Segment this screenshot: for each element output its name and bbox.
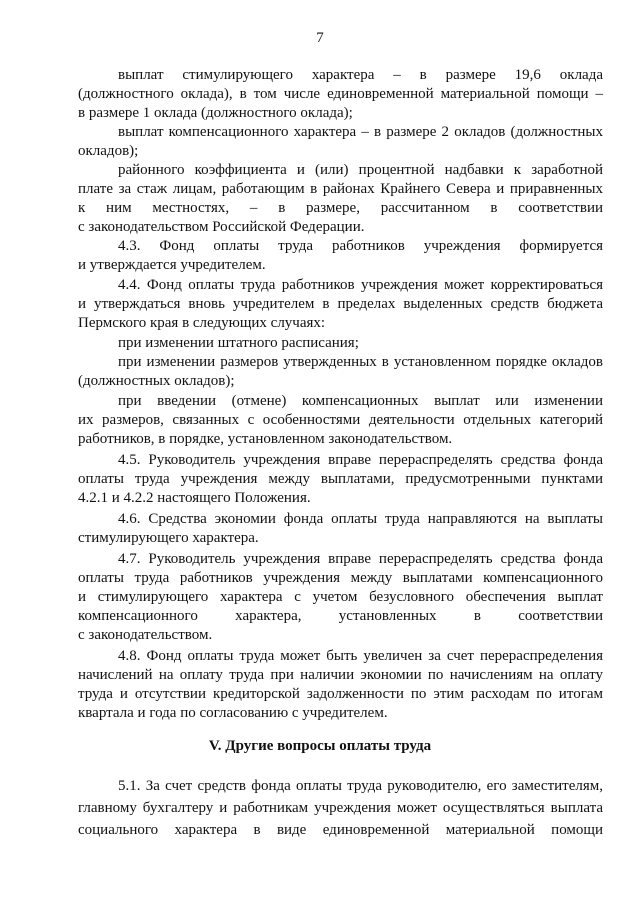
text-line: социального характера в виде единовременной материальной помощи [78,822,603,838]
text-line: начислений на оплату труда при наличии экономии по начислениям на оплату [78,667,603,683]
text-line: труда и отсутствии кредиторской задолженности по этим расходам по итогам [78,686,603,702]
text-line: с законодательством. [78,627,213,643]
text-line: окладов); [78,143,139,159]
text-line: в размере 1 оклада (должностного оклада); [78,105,353,121]
text-line: работников, в порядке, установленном законодательством. [78,431,453,447]
text-line: и утверждается учредителем. [78,257,266,273]
text-line: 4.5. Руководитель учреждения вправе перераспределять средства фонда [118,452,603,468]
page-number: 7 [316,30,324,46]
text-line: и утверждаться вновь учредителем в пределах выделенных средств бюджета [78,296,603,312]
text-line: их размеров, связанных с особенностями деятельности отдельных категорий [78,412,603,428]
text-line: оплаты труда учреждения между выплатами, предусмотренными пунктами [78,471,603,487]
text-line: при изменении штатного расписания; [118,335,359,351]
text-line: 4.7. Руководитель учреждения вправе перераспределять средства фонда [118,551,603,567]
text-line: 4.2.1 и 4.2.2 настоящего Положения. [78,490,311,506]
text-line: и стимулирующего характера с учетом безусловного обеспечения выплат [78,589,603,605]
text-line: с законодательством Российской Федерации. [78,219,365,235]
text-line: районного коэффициента и (или) процентной надбавки к заработной [118,162,603,178]
text-line: компенсационного характера, установленных в соответствии [78,608,603,624]
text-line: (должностного оклада), в том числе единовременной материальной помощи – [78,86,603,102]
text-line: при изменении размеров утвержденных в установленном порядке окладов [118,354,603,370]
text-line: выплат стимулирующего характера – в размере 19,6 оклада [118,67,603,83]
text-line: к ним местностях, – в размере, рассчитанном в соответствии [78,200,603,216]
text-line: 4.3. Фонд оплаты труда работников учреждения формируется [118,238,603,254]
text-line: главному бухгалтеру и работникам учреждения может осуществляться выплата [78,800,603,816]
text-line: 4.6. Средства экономии фонда оплаты труда направляются на выплаты [118,511,603,527]
section-heading: V. Другие вопросы оплаты труда [208,738,432,754]
text-line: стимулирующего характера. [78,530,259,546]
text-line: Пермского края в следующих случаях: [78,315,326,331]
text-line: 4.8. Фонд оплаты труда может быть увеличен за счет перераспределения [118,648,603,664]
text-line: (должностных окладов); [78,373,235,389]
text-line: оплаты труда работников учреждения между выплатами компенсационного [78,570,603,586]
text-line: 4.4. Фонд оплаты труда работников учреждения может корректироваться [118,277,603,293]
text-line: плате за стаж лицам, работающим в районах Крайнего Севера и приравненных [78,181,603,197]
text-line: выплат компенсационного характера – в размере 2 окладов (должностных [118,124,603,140]
text-line: 5.1. За счет средств фонда оплаты труда руководителю, его заместителям, [118,778,603,794]
text-line: квартала и года по согласованию с учредителем. [78,705,388,721]
text-line: при введении (отмене) компенсационных выплат или изменении [118,393,603,409]
